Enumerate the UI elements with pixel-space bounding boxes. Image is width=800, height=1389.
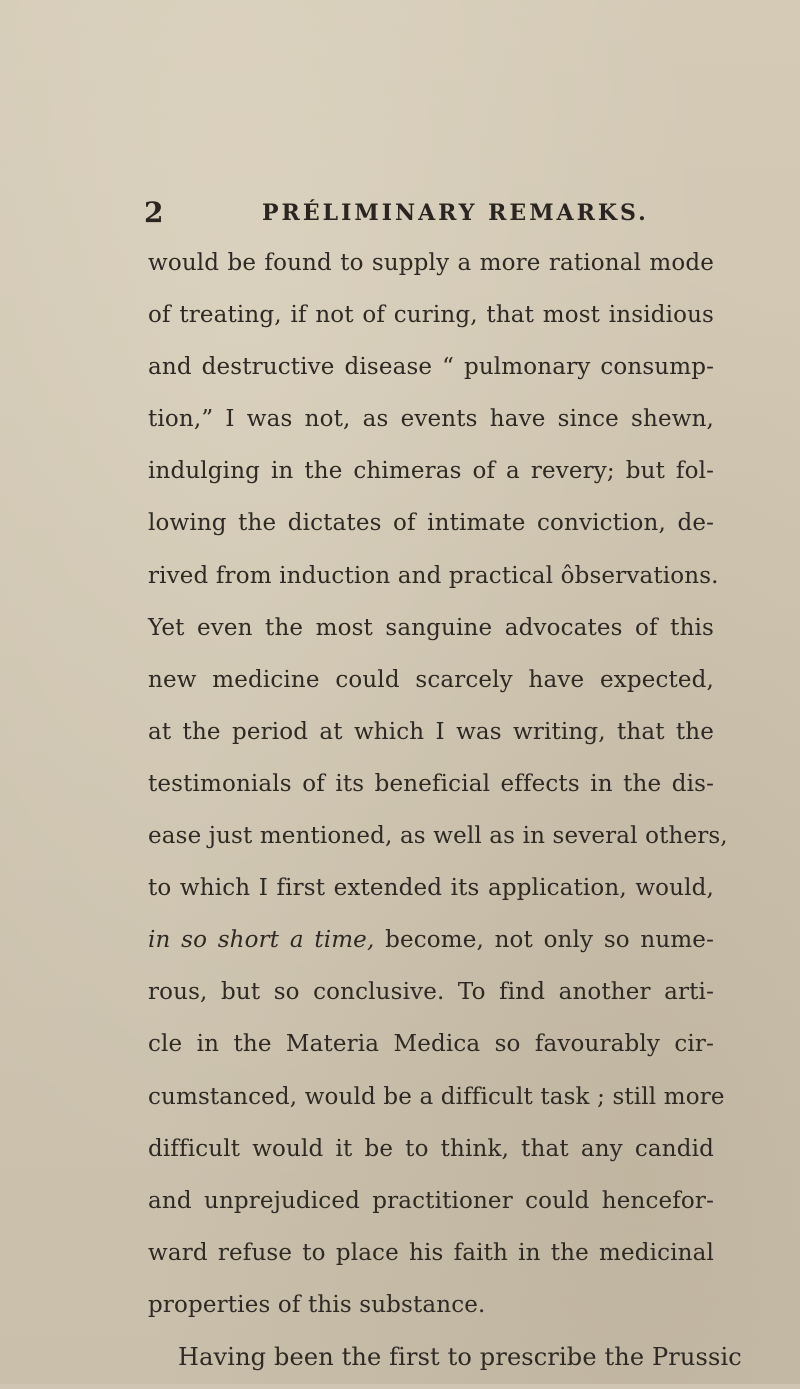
text-line: of treating, if not of curing, that most insidious <box>148 302 714 329</box>
text-line: indulging in the chimeras of a revery; but fol- <box>148 458 714 485</box>
text-line: rived from induction and practical ôbservations. <box>148 562 719 589</box>
text-line-rest: become, not only so nume- <box>374 927 714 954</box>
text-line: and destructive disease “ pulmonary consump- <box>148 354 714 381</box>
page-header <box>144 196 708 230</box>
page-number: 2 <box>144 196 164 229</box>
text-line: and unprejudiced practitioner could hencefor- <box>148 1187 714 1214</box>
text-line: difficult would it be to think, that any candid <box>148 1135 714 1162</box>
running-head: PRÉLIMINARY REMARKS. <box>262 200 649 226</box>
paragraph-start-line: Having been the first to prescribe the Prussic <box>178 1342 742 1371</box>
paragraph-end-line: properties of this substance. <box>148 1291 486 1318</box>
text-line: cle in the Materia Medica so favourably cir- <box>148 1031 714 1058</box>
text-line: ease just mentioned, as well as in several others, <box>148 823 728 850</box>
text-line: to which I first extended its application, would, <box>148 875 714 902</box>
text-line: Yet even the most sanguine advocates of this <box>148 614 714 641</box>
text-line: rous, but so conclusive. To find another arti- <box>148 979 714 1006</box>
text-line: at the period at which I was writing, that the <box>148 718 714 745</box>
italic-phrase: in so short a time, <box>148 927 375 954</box>
text-line: lowing the dictates of intimate conviction, de- <box>148 510 714 537</box>
text-line: cumstanced, would be a difficult task ; still more <box>148 1083 725 1110</box>
text-line: ward refuse to place his faith in the medicinal <box>148 1239 714 1266</box>
text-line: testimonials of its beneficial effects in the dis- <box>148 770 714 797</box>
text-line <box>148 920 714 972</box>
text-line: would be found to supply a more rational mode <box>148 250 714 276</box>
text-line: new medicine could scarcely have expected, <box>148 666 714 693</box>
text-line: tion,” I was not, as events have since shewn, <box>148 406 714 433</box>
body-text <box>148 243 742 1389</box>
